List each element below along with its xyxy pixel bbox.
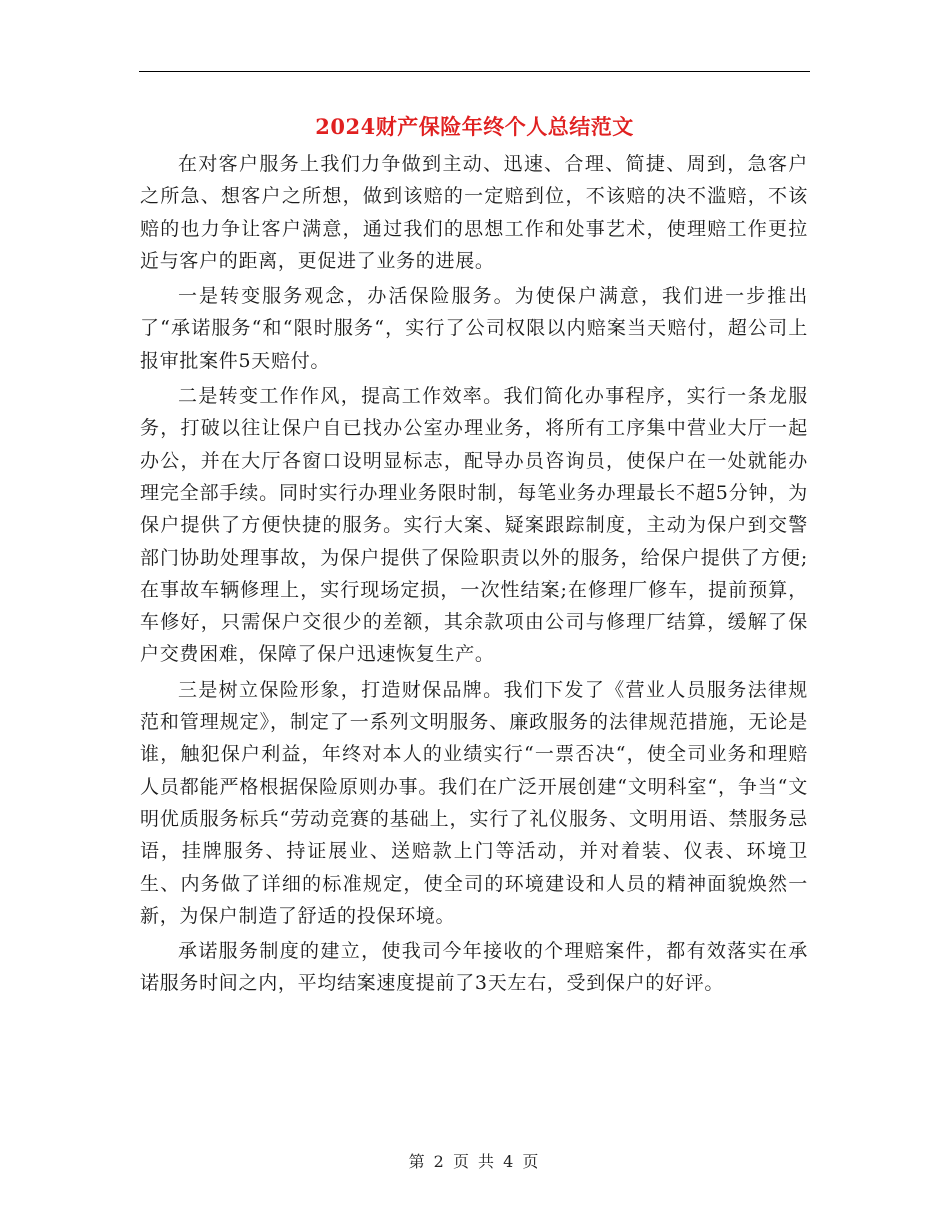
page-number: 第 2 页 共 4 页 bbox=[408, 1152, 541, 1171]
header-rule bbox=[139, 71, 810, 72]
paragraph-service-intro: 在对客户服务上我们力争做到主动、迅速、合理、简捷、周到，急客户之所急、想客户之所想，做到该赔的一定赔到位，不该赔的决不滥赔，不该赔的也力争让客户满意，通过我们的思想工作和处事艺术，使理赔工作更拉近与客户的距离，更促进了业务的进展。 bbox=[140, 153, 808, 272]
paragraph-point-one: 一是转变服务观念，办活保险服务。为使保户满意，我们进一步推出了“承诺服务“和“限时服务“，实行了公司权限以内赔案当天赔付，超公司上报审批案件5天赔付。 bbox=[140, 285, 808, 372]
paragraph-point-three: 三是树立保险形象，打造财保品牌。我们下发了《营业人员服务法律规范和管理规定》，制定了一系列文明服务、廉政服务的法律规范措施，无论是谁，触犯保户利益，年终对本人的业绩实行“一票否决“，使全司业务和理赔人员都能严格根据保险原则办事。我们在广泛开展创建“文明科室“，争当“文明优质服务标兵“劳动竞赛的基础上，实行了礼仪服务、文明用语、禁服务忌语，挂牌服务、持证展业、送赔款上门等活动，并对着装、仪表、环境卫生、内务做了详细的标准规定，使全司的环境建设和人员的精神面貌焕然一新，为保户制造了舒适的投保环境。 bbox=[140, 678, 808, 927]
paragraph-conclusion: 承诺服务制度的建立，使我司今年接收的个理赔案件，都有效落实在承诺服务时间之内，平均结案速度提前了3天左右，受到保户的好评。 bbox=[140, 940, 808, 995]
paragraph-point-two: 二是转变工作作风，提高工作效率。我们简化办事程序，实行一条龙服务，打破以往让保户自已找办公室办理业务，将所有工序集中营业大厅一起办公，并在大厅各窗口设明显标志，配导办员咨询员，使保户在一处就能办理完全部手续。同时实行办理业务限时制，每笔业务办理最长不超5分钟，为保户提供了方便快捷的服务。实行大案、疑案跟踪制度，主动为保户到交警部门协助处理事故，为保户提供了保险职责以外的服务，给保户提供了方便;在事故车辆修理上，实行现场定损，一次性结案;在修理厂修车，提前预算，车修好，只需保户交很少的差额，其余款项由公司与修理厂结算，缓解了保户交费困难，保障了保户迅速恢复生产。 bbox=[140, 385, 808, 666]
document-title: 2024财产保险年终个人总结范文 bbox=[315, 114, 634, 139]
document-body bbox=[140, 148, 808, 1003]
